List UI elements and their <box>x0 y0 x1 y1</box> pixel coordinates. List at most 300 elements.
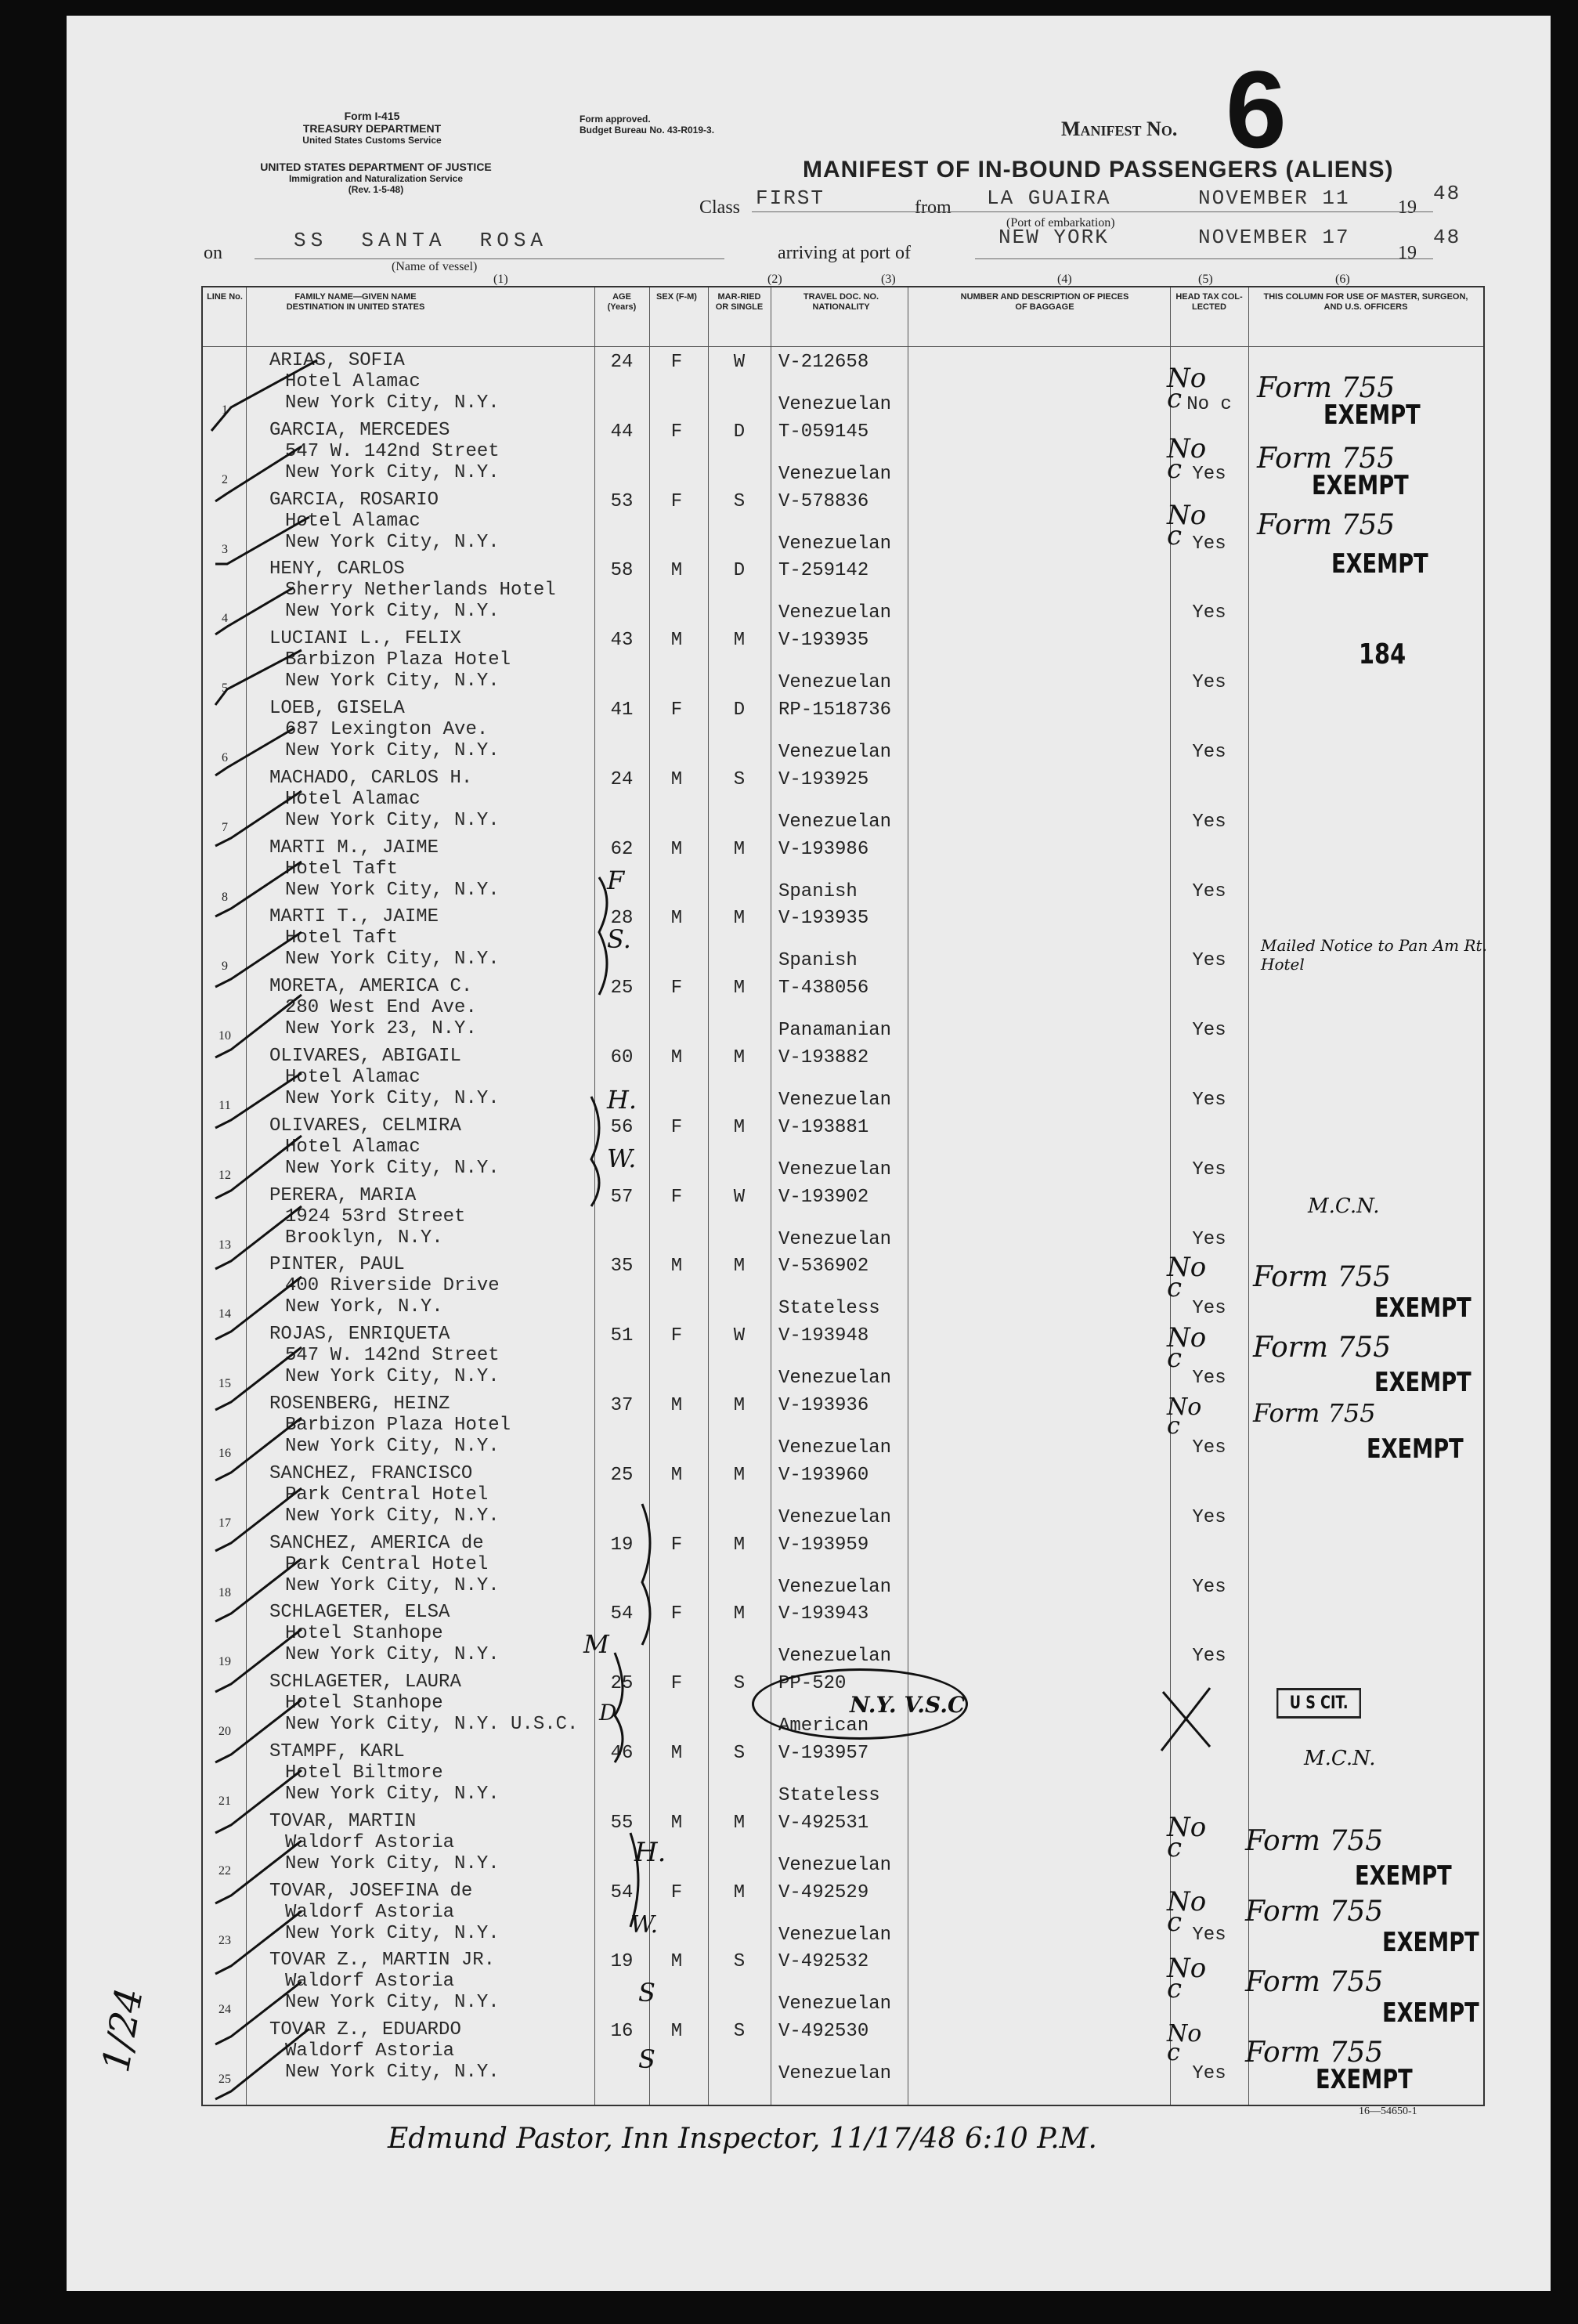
destination-line-2: New York City, N.Y. <box>285 1366 500 1388</box>
married-cell: W <box>733 1186 746 1208</box>
destination-line-1: 1924 53rd Street <box>285 1205 466 1227</box>
destination-line-1: 400 Riverside Drive <box>285 1275 500 1297</box>
arrive-port: NEW YORK <box>998 226 1109 249</box>
sex-cell: F <box>670 490 683 512</box>
depart-year: 48 <box>1433 182 1461 205</box>
line-number: 1 <box>222 403 228 417</box>
dept-justice: UNITED STATES DEPARTMENT OF JUSTICE <box>260 161 492 173</box>
head-tax-cell: Yes <box>1192 1646 1226 1668</box>
nationality-cell: Venezuelan <box>778 742 892 763</box>
sex-cell: M <box>670 630 683 652</box>
vessel-underline <box>255 258 724 259</box>
table-row <box>203 837 1483 906</box>
sex-cell: M <box>670 1743 683 1764</box>
table-row <box>203 558 1483 627</box>
sex-cell: F <box>670 1534 683 1556</box>
vessel-note: (Name of vessel) <box>392 260 478 273</box>
annot-us-citizen-stamp: U S CIT. <box>1276 1688 1361 1719</box>
manifest-sheet <box>67 16 1551 2291</box>
destination-line-2: New York City, N.Y. <box>285 879 500 901</box>
destination-line-2: New York City, N.Y. <box>285 531 500 553</box>
table-row <box>203 1741 1483 1810</box>
line-number: 8 <box>222 890 228 904</box>
arrive-year-prefix: 19 <box>1398 243 1417 263</box>
line-number: 4 <box>222 612 228 626</box>
nationality-cell: Venezuelan <box>778 1090 892 1111</box>
line-number: 20 <box>218 1725 231 1739</box>
nationality-cell: Venezuelan <box>778 672 892 694</box>
head-tax-cell: Yes <box>1192 950 1226 972</box>
age-cell: 37 <box>610 1395 634 1416</box>
sex-cell: M <box>670 768 683 790</box>
destination-line-2: New York City, N.Y. <box>285 601 500 623</box>
sex-cell: F <box>670 421 683 443</box>
annot-exempt-2: EXEMPT <box>1312 470 1409 501</box>
family-name-cell: TOVAR Z., EDUARDO <box>269 2019 461 2041</box>
destination-line-1: Waldorf Astoria <box>285 1971 455 1993</box>
nationality-cell: Panamanian <box>778 1020 892 1042</box>
col-number-5: (5) <box>1198 273 1213 286</box>
destination-line-2: New York City, N.Y. <box>285 461 500 483</box>
married-cell: M <box>733 908 746 930</box>
annot-exempt-10: EXEMPT <box>1316 2064 1413 2095</box>
family-name-cell: LOEB, GISELA <box>269 698 405 719</box>
destination-line-1: Barbizon Plaza Hotel <box>285 1415 511 1436</box>
annot-form755-4: Form 755 <box>1253 1261 1392 1293</box>
destination-line-2: New York City, N.Y. <box>285 1992 500 2014</box>
annot-hotel-note: Mailed Notice to Pan Am Rt. Hotel <box>1261 936 1487 974</box>
line-number: 7 <box>222 820 228 834</box>
age-cell: 19 <box>610 1534 634 1556</box>
married-cell: M <box>733 838 746 860</box>
destination-line-2: New York City, N.Y. <box>285 2062 500 2084</box>
annot-noc-1: No c <box>1167 363 1207 414</box>
family-name-cell: ARIAS, SOFIA <box>269 350 405 371</box>
age-cell: 35 <box>610 1256 634 1278</box>
arrive-year: 48 <box>1433 226 1461 249</box>
sex-cell: M <box>670 1256 683 1278</box>
nationality-cell: Spanish <box>778 880 858 902</box>
travel-doc-cell: T-438056 <box>778 978 869 999</box>
nationality-cell: Venezuelan <box>778 1854 892 1876</box>
sex-cell: M <box>670 1464 683 1486</box>
age-cell: 46 <box>610 1743 634 1764</box>
col-head-age: AGE (Years) <box>607 292 637 312</box>
married-cell: M <box>733 1812 746 1834</box>
head-tax-cell: Yes <box>1192 1924 1226 1946</box>
destination-line-1: Waldorf Astoria <box>285 1831 455 1853</box>
annot-exempt-7: EXEMPT <box>1355 1860 1452 1892</box>
print-code: 16—54650-1 <box>1359 2105 1417 2117</box>
line-number: 17 <box>218 1516 231 1530</box>
destination-line-2: New York City, N.Y. <box>285 740 500 761</box>
sex-cell: M <box>670 838 683 860</box>
destination-line-1: Hotel Alamac <box>285 788 421 810</box>
col-head-family: FAMILY NAME—GIVEN NAME DESTINATION IN UNITED STATES <box>286 292 425 312</box>
manifest-title: MANIFEST OF IN-BOUND PASSENGERS (ALIENS) <box>803 157 1394 183</box>
approval-text: Form approved. <box>580 114 651 125</box>
table-row <box>203 698 1483 767</box>
budget-bureau: Budget Bureau No. 43-R019-3. <box>580 125 715 136</box>
age-cell: 62 <box>610 838 634 860</box>
destination-line-2: New York, N.Y. <box>285 1296 443 1318</box>
head-tax-cell: Yes <box>1192 1158 1226 1180</box>
head-tax-cell: Yes <box>1192 533 1226 555</box>
sex-cell: F <box>670 1325 683 1347</box>
travel-doc-cell: V-193960 <box>778 1464 869 1486</box>
travel-doc-cell: V-193925 <box>778 768 869 790</box>
destination-line-1: Hotel Biltmore <box>285 1762 443 1784</box>
age-cell: 53 <box>610 490 634 512</box>
family-name-cell: MACHADO, CARLOS H. <box>269 767 473 789</box>
married-cell: D <box>733 699 746 721</box>
married-cell: M <box>733 1534 746 1556</box>
travel-doc-cell: V-193935 <box>778 630 869 652</box>
destination-line-1: 687 Lexington Ave. <box>285 719 489 740</box>
age-cell: 25 <box>610 978 634 999</box>
head-tax-cell: Yes <box>1192 1228 1226 1250</box>
destination-line-2: New York City, N.Y. <box>285 1922 500 1944</box>
annot-noc-3: No c <box>1167 500 1207 551</box>
sex-cell: F <box>670 1186 683 1208</box>
married-cell: W <box>733 352 746 373</box>
married-cell: M <box>733 1116 746 1138</box>
annot-cross-mark <box>1155 1684 1218 1755</box>
nationality-cell: Venezuelan <box>778 1506 892 1528</box>
col-head-sex: SEX (F-M) <box>656 292 697 302</box>
nationality-cell: Venezuelan <box>778 1993 892 2015</box>
col-head-baggage: NUMBER AND DESCRIPTION OF PIECES OF BAGGAGE <box>960 292 1129 312</box>
family-name-cell: TOVAR, MARTIN <box>269 1810 417 1832</box>
destination-line-2: New York City, N.Y. <box>285 392 500 414</box>
sex-cell: F <box>670 1881 683 1903</box>
destination-line-1: 547 W. 142nd Street <box>285 1345 500 1367</box>
travel-doc-cell: V-193881 <box>778 1116 869 1138</box>
table-row <box>203 1463 1483 1532</box>
line-number: 14 <box>218 1307 231 1321</box>
form-approval <box>580 114 714 136</box>
head-tax-cell: Yes <box>1192 1090 1226 1111</box>
married-cell: S <box>733 2021 746 2043</box>
head-tax-cell: Yes <box>1192 463 1226 485</box>
annot-vsc: N.Y. V.S.C <box>850 1692 966 1718</box>
sex-cell: M <box>670 2021 683 2043</box>
travel-doc-cell: V-193935 <box>778 908 869 930</box>
nationality-cell: Venezuelan <box>778 602 892 624</box>
class-underline <box>752 211 1433 212</box>
married-cell: W <box>733 1325 746 1347</box>
nationality-cell: American <box>778 1715 869 1737</box>
travel-doc-cell: V-193957 <box>778 1743 869 1764</box>
nationality-cell: Spanish <box>778 950 858 972</box>
annot-noc-5: No c <box>1167 1322 1207 1374</box>
travel-doc-cell: V-193948 <box>778 1325 869 1347</box>
destination-line-2: New York City, N.Y. <box>285 1574 500 1596</box>
header-rule <box>203 346 1483 347</box>
married-cell: M <box>733 1256 746 1278</box>
destination-line-2: New York City, N.Y. <box>285 1852 500 1874</box>
line-number: 13 <box>218 1238 231 1252</box>
nationality-cell: Venezuelan <box>778 1368 892 1390</box>
destination-line-1: Park Central Hotel <box>285 1484 489 1505</box>
sex-cell: F <box>670 699 683 721</box>
destination-line-2: New York City, N.Y. U.S.C. <box>285 1714 579 1736</box>
nationality-cell: Venezuelan <box>778 1158 892 1180</box>
sex-cell: F <box>670 352 683 373</box>
dept-treasury: TREASURY DEPARTMENT <box>302 122 442 135</box>
age-cell: 24 <box>610 352 634 373</box>
head-tax-cell: Yes <box>1192 672 1226 694</box>
destination-line-1: Waldorf Astoria <box>285 1901 455 1923</box>
table-row <box>203 1602 1483 1671</box>
annot-exempt-1: EXEMPT <box>1323 399 1421 431</box>
form-number: Form I-415 <box>344 110 400 122</box>
destination-line-1: 280 West End Ave. <box>285 997 477 1019</box>
age-cell: 44 <box>610 421 634 443</box>
destination-line-1: Barbizon Plaza Hotel <box>285 649 511 671</box>
line-number: 5 <box>222 681 228 696</box>
family-name-cell: ROJAS, ENRIQUETA <box>269 1324 450 1346</box>
annot-noc-8: No c <box>1167 1886 1207 1938</box>
married-cell: M <box>733 978 746 999</box>
sex-cell: M <box>670 1951 683 1973</box>
annot-noc-7: No c <box>1167 1812 1207 1863</box>
age-cell: 28 <box>610 908 634 930</box>
family-name-cell: HENY, CARLOS <box>269 558 405 580</box>
depart-date: NOVEMBER 11 <box>1198 186 1350 210</box>
nationality-cell: Stateless <box>778 1298 880 1320</box>
nationality-cell: Venezuelan <box>778 1646 892 1668</box>
age-cell: 25 <box>610 1464 634 1486</box>
destination-line-2: New York City, N.Y. <box>285 809 500 831</box>
married-cell: D <box>733 421 746 443</box>
annot-form755-2: Form 755 <box>1257 443 1396 475</box>
manifest-no-label: Manifest No. <box>1061 117 1178 140</box>
destination-line-1: Sherry Netherlands Hotel <box>285 580 556 602</box>
line-number: 12 <box>218 1168 231 1182</box>
annot-bracket-d: D <box>599 1700 617 1726</box>
table-row <box>203 628 1483 697</box>
destination-line-2: New York City, N.Y. <box>285 1505 500 1527</box>
col-head-doc: TRAVEL DOC. NO. NATIONALITY <box>803 292 879 312</box>
annot-form755-6: Form 755 <box>1253 1398 1376 1428</box>
sex-cell: F <box>670 978 683 999</box>
travel-doc-cell: V-193986 <box>778 838 869 860</box>
annot-count: 1/24 <box>94 1984 152 2076</box>
arrive-date: NOVEMBER 17 <box>1198 226 1350 249</box>
married-cell: M <box>733 1395 746 1416</box>
annot-mcn-1: M.C.N. <box>1308 1195 1380 1218</box>
col-number-4: (4) <box>1057 273 1072 286</box>
annot-bracket-w2: W. <box>630 1911 659 1939</box>
family-name-cell: STAMPF, KARL <box>269 1741 405 1762</box>
destination-line-2: New York City, N.Y. <box>285 1436 500 1457</box>
line-number: 16 <box>218 1447 231 1460</box>
sex-cell: F <box>670 1116 683 1138</box>
family-name-cell: PINTER, PAUL <box>269 1254 405 1276</box>
married-cell: M <box>733 1047 746 1068</box>
annot-form755-5: Form 755 <box>1253 1332 1392 1364</box>
family-name-cell: SANCHEZ, FRANCISCO <box>269 1462 473 1484</box>
age-cell: 60 <box>610 1047 634 1068</box>
sex-cell: M <box>670 1395 683 1416</box>
annot-noc-9: No c <box>1167 1953 1207 2004</box>
married-cell: D <box>733 560 746 582</box>
married-cell: M <box>733 1603 746 1625</box>
annot-bracket-m: M <box>583 1629 609 1659</box>
annot-noc-10: No c <box>1167 2020 1202 2066</box>
line-number: 19 <box>218 1655 231 1669</box>
annot-bracket-h2: H. <box>634 1837 666 1868</box>
age-cell: 19 <box>610 1951 634 1973</box>
family-name-cell: TOVAR, JOSEFINA de <box>269 1880 473 1902</box>
destination-line-1: Hotel Alamac <box>285 1136 421 1158</box>
dept-treasury-sub: United States Customs Service <box>302 135 442 146</box>
col-number-2: (2) <box>767 273 782 286</box>
form-header-justice <box>204 161 548 195</box>
destination-line-1: Hotel Stanhope <box>285 1623 443 1645</box>
age-cell: 24 <box>610 768 634 790</box>
annot-form755-10: Form 755 <box>1245 2037 1384 2069</box>
table-row <box>203 1185 1483 1254</box>
nationality-cell: Venezuelan <box>778 811 892 833</box>
age-cell: 25 <box>610 1673 634 1695</box>
family-name-cell: SCHLAGETER, LAURA <box>269 1672 461 1693</box>
family-name-cell: MORETA, AMERICA C. <box>269 976 473 998</box>
line-number: 23 <box>218 1933 231 1947</box>
annot-noc-2: No c <box>1167 433 1207 485</box>
annot-exempt-4: EXEMPT <box>1374 1292 1471 1324</box>
col-head-tax: HEAD TAX COL-LECTED <box>1175 292 1243 312</box>
family-name-cell: PERERA, MARIA <box>269 1184 417 1206</box>
annot-exempt-3: EXEMPT <box>1331 548 1428 580</box>
table-row <box>203 1046 1483 1115</box>
annot-bracket-s2: S <box>638 1978 655 2008</box>
annot-form755-8: Form 755 <box>1245 1896 1384 1928</box>
age-cell: 55 <box>610 1812 634 1834</box>
travel-doc-cell: V-578836 <box>778 490 869 512</box>
nationality-cell: Venezuelan <box>778 1437 892 1458</box>
col-number-6: (6) <box>1335 273 1350 286</box>
destination-line-2: New York City, N.Y. <box>285 670 500 692</box>
travel-doc-cell: T-059145 <box>778 421 869 443</box>
family-name-cell: LUCIANI L., FELIX <box>269 628 461 650</box>
check-marks <box>208 345 388 2115</box>
travel-doc-cell: V-193943 <box>778 1603 869 1625</box>
age-cell: 58 <box>610 560 634 582</box>
annot-bracket-f: F <box>607 866 625 895</box>
family-name-cell: MARTI M., JAIME <box>269 837 439 858</box>
destination-line-1: Hotel Alamac <box>285 371 421 392</box>
nationality-cell: Venezuelan <box>778 1228 892 1250</box>
line-number: 11 <box>218 1099 231 1112</box>
family-name-cell: OLIVARES, CELMIRA <box>269 1115 461 1137</box>
age-cell: 16 <box>610 2021 634 2043</box>
destination-line-1: Hotel Stanhope <box>285 1693 443 1715</box>
travel-doc-cell: V-536902 <box>778 1256 869 1278</box>
age-cell: 54 <box>610 1881 634 1903</box>
family-name-cell: SANCHEZ, AMERICA de <box>269 1532 484 1554</box>
head-tax-cell: Yes <box>1192 742 1226 763</box>
annot-exempt-9: EXEMPT <box>1382 1997 1479 2029</box>
head-tax-cell: Yes <box>1192 1437 1226 1458</box>
annot-bracket-s: S. <box>607 924 631 954</box>
inspector-signature: Edmund Pastor, Inn Inspector, 11/17/48 6:10 P.M. <box>388 2123 1097 2155</box>
table-row <box>203 1115 1483 1184</box>
sex-cell: M <box>670 908 683 930</box>
age-cell: 54 <box>610 1603 634 1625</box>
nationality-cell: Venezuelan <box>778 394 892 415</box>
age-cell: 43 <box>610 630 634 652</box>
destination-line-1: Hotel Taft <box>285 858 399 880</box>
nationality-cell: Venezuelan <box>778 1924 892 1946</box>
destination-line-2: New York City, N.Y. <box>285 1644 500 1666</box>
annot-brackets <box>568 862 662 2084</box>
family-name-cell: ROSENBERG, HEINZ <box>269 1393 450 1415</box>
line-number: 24 <box>218 2003 231 2017</box>
line-number: 18 <box>218 1585 231 1599</box>
class-label: Class <box>699 197 741 218</box>
age-cell: 41 <box>610 699 634 721</box>
nationality-cell: Venezuelan <box>778 2063 892 2085</box>
annot-form755-7: Form 755 <box>1245 1825 1384 1857</box>
line-number: 21 <box>218 1795 231 1808</box>
head-tax-cell: Yes <box>1192 1576 1226 1598</box>
annot-form755-9: Form 755 <box>1245 1966 1384 1998</box>
line-number: 3 <box>222 542 228 556</box>
married-cell: M <box>733 1881 746 1903</box>
travel-doc-cell: V-193882 <box>778 1047 869 1068</box>
sex-cell: M <box>670 1812 683 1834</box>
head-tax-cell: Yes <box>1192 2063 1226 2085</box>
travel-doc-cell: V-193902 <box>778 1186 869 1208</box>
travel-doc-cell: V-492531 <box>778 1812 869 1834</box>
col-number-1: (1) <box>493 273 508 286</box>
head-tax-cell: Yes <box>1192 1506 1226 1528</box>
table-row <box>203 976 1483 1045</box>
table-row <box>203 768 1483 837</box>
travel-doc-cell: V-492530 <box>778 2021 869 2043</box>
line-number: 6 <box>222 751 228 764</box>
married-cell: S <box>733 768 746 790</box>
family-name-cell: MARTI T., JAIME <box>269 906 439 928</box>
vessel-name: SS SANTA ROSA <box>294 229 548 252</box>
on-label: on <box>204 243 222 263</box>
class-value: FIRST <box>756 186 825 210</box>
destination-line-1: Hotel Taft <box>285 927 399 949</box>
head-tax-cell: Yes <box>1192 1020 1226 1042</box>
form-header-treasury <box>247 110 497 146</box>
annot-exempt-6: EXEMPT <box>1367 1433 1464 1465</box>
family-name-cell: SCHLAGETER, ELSA <box>269 1602 450 1624</box>
sex-cell: F <box>670 1673 683 1695</box>
sex-cell: M <box>670 560 683 582</box>
head-tax-cell: Yes <box>1192 1298 1226 1320</box>
travel-doc-cell: PP-520 <box>778 1673 847 1695</box>
manifest-number: 6 <box>1226 48 1287 171</box>
destination-line-1: Waldorf Astoria <box>285 2040 455 2062</box>
destination-line-1: 547 W. 142nd Street <box>285 440 500 462</box>
travel-doc-cell: T-259142 <box>778 560 869 582</box>
annot-bracket-w: W. <box>607 1144 637 1173</box>
depart-year-prefix: 19 <box>1398 197 1417 218</box>
annot-noc-6: No c <box>1167 1393 1202 1440</box>
annot-form755-1: Form 755 <box>1257 372 1396 404</box>
col-number-3: (3) <box>881 273 896 286</box>
head-tax-cell: Yes <box>1192 602 1226 624</box>
family-name-cell: OLIVARES, ABIGAIL <box>269 1046 461 1067</box>
annot-noc-4: No c <box>1167 1252 1207 1303</box>
